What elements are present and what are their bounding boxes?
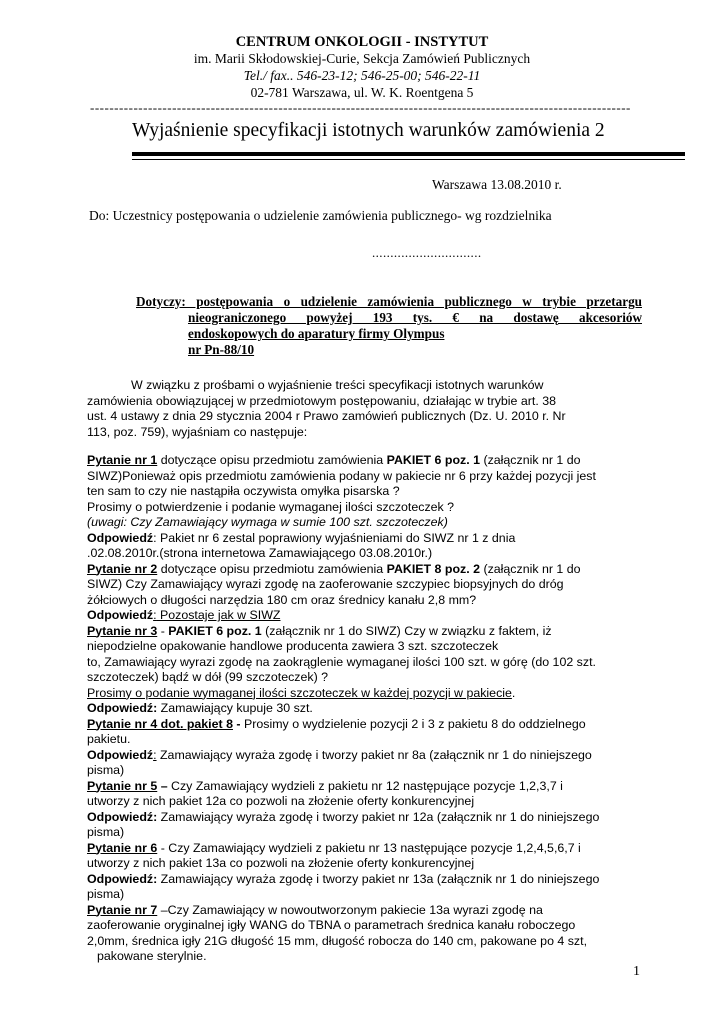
header-dashed-separator: ---------------------------------------------------------------------------------------------------------------- xyxy=(90,100,631,115)
question-2 xyxy=(87,562,643,578)
answer-2 xyxy=(87,608,643,624)
question-3-package: PAKIET 6 poz. 1 xyxy=(168,623,262,638)
intro-paragraph xyxy=(87,378,643,440)
dotted-placeholder: .............................. xyxy=(372,245,482,260)
question-2-line-2: SIWZ) Czy Zamawiający wyrazi zgodę na zaoferowanie szczypiec biopsyjnych do dróg xyxy=(87,577,564,591)
questions-answers xyxy=(87,453,643,965)
question-3-period: . xyxy=(511,685,516,700)
question-5-label: Pytanie nr 5 xyxy=(87,778,158,793)
subject-line-3: endoskopowych do aparatury firmy Olympus xyxy=(188,326,445,341)
page-number: 1 xyxy=(633,964,640,979)
organization-phone: Tel./ fax.. 546-23-12; 546-25-00; 546-22-11 xyxy=(243,68,481,83)
question-1-note: (uwagi: Czy Zamawiający wymaga w sumie 100 szt. szczoteczek) xyxy=(87,515,448,529)
question-1 xyxy=(87,453,643,469)
question-6 xyxy=(87,841,643,857)
question-3-text-c: (załącznik nr 1 do SIWZ) Czy w związku z faktem, iż xyxy=(261,623,552,638)
question-3-request: Prosimy o podanie wymaganej ilości szczoteczek w każdej pozycji w pakiecie xyxy=(87,685,512,700)
question-6-label: Pytanie nr 6 xyxy=(87,840,158,855)
question-4-dash: - xyxy=(232,716,241,731)
question-3-line-4: szczoteczek) bądź w dół (99 szczoteczek) ? xyxy=(87,670,329,684)
question-2-line-3: żółciowych o długości narzędzia 180 cm oraz średnicy kanału 2,8 mm? xyxy=(87,592,477,607)
intro-line-4: 113, poz. 759), wyjaśniam co następuje: xyxy=(87,424,308,439)
question-3 xyxy=(87,624,643,640)
question-3-line-2: niepodzielne opakowanie handlowe producenta zawiera 3 szt. szczoteczek xyxy=(87,639,499,653)
question-5-text: Czy Zamawiający wydzieli z pakietu nr 12 następujące pozycje 1,2,3,7 i xyxy=(167,778,563,793)
question-7 xyxy=(87,903,643,919)
answer-1-line-2: .02.08.2010r.(strona internetowa Zamawiającego 03.08.2010r.) xyxy=(87,546,433,560)
organization-name: CENTRUM ONKOLOGII - INSTYTUT xyxy=(235,34,489,50)
title-rule-thick xyxy=(132,152,685,156)
organization-subtitle: im. Marii Skłodowskiej-Curie, Sekcja Zamówień Publicznych xyxy=(193,51,531,66)
answer-6 xyxy=(87,872,643,888)
answer-2-label: Odpowiedź xyxy=(87,608,154,622)
question-1-line-3: ten sam to czy nie nastąpiła oczywista omyłka pisarska ? xyxy=(87,484,400,498)
question-5-dash: – xyxy=(157,778,168,793)
intro-line-3: ust. 4 ustawy z dnia 29 stycznia 2004 r Prawo zamówień publicznych (Dz. U. 2010 r. Nr xyxy=(87,409,566,423)
question-5-line-2: utworzy z nich pakiet 12a co pozwoli na złożenie oferty konkurencyjnej xyxy=(87,794,475,808)
question-1-text-a: dotyczące opisu przedmiotu zamówienia xyxy=(157,453,387,467)
intro-line-1: W związku z prośbami o wyjaśnienie treści specyfikacji istotnych warunków xyxy=(131,378,544,392)
answer-4-text: Zamawiający wyraża zgodę i tworzy pakiet nr 8a (załącznik nr 1 do niniejszego xyxy=(156,747,592,762)
question-3-dash: - xyxy=(157,623,169,638)
question-3-label: Pytanie nr 3 xyxy=(87,623,158,638)
question-1-text-c: (załącznik nr 1 do xyxy=(480,453,581,467)
question-3-line-5 xyxy=(87,686,643,702)
question-6-line-2: utworzy z nich pakiet 13a co pozwoli na złożenie oferty konkurencyjnej xyxy=(87,856,475,870)
question-7-line-3: 2,0mm, średnica igły 21G długość 15 mm, długość robocza do 140 cm, pakowane po 4 szt, xyxy=(87,933,588,948)
answer-6-text: Zamawiający wyraża zgodę i tworzy pakiet nr 13a (załącznik nr 1 do niniejszego xyxy=(157,871,600,886)
answer-3-text: Zamawiający kupuje 30 szt. xyxy=(157,701,313,715)
answer-3-label: Odpowiedź: xyxy=(87,701,158,715)
intro-line-2: zamówienia obowiązującej w przedmiotowym postępowaniu, działając w trybie art. 38 xyxy=(87,393,557,408)
document-title: Wyjaśnienie specyfikacji istotnych warunków zamówienia 2 xyxy=(132,120,605,141)
answer-5-label: Odpowiedź: xyxy=(87,809,158,824)
question-4-text: Prosimy o wydzielenie pozycji 2 i 3 z pakietu 8 do oddzielnego xyxy=(240,716,586,731)
answer-2-text: Pozostaje jak w SIWZ xyxy=(156,608,281,622)
answer-5-text: Zamawiający wyraża zgodę i tworzy pakiet nr 12a (załącznik nr 1 do niniejszego xyxy=(157,809,600,824)
answer-5-line-2: pisma) xyxy=(87,825,125,839)
answer-3 xyxy=(87,701,643,717)
answer-1-text: : Pakiet nr 6 zestal poprawiony wyjaśnieniami do SIWZ nr 1 z dnia xyxy=(153,530,516,545)
answer-4-label: Odpowiedź xyxy=(87,747,154,762)
question-4-line-2: pakietu. xyxy=(87,732,131,746)
answer-4 xyxy=(87,748,643,764)
answer-5 xyxy=(87,810,643,826)
question-7-text: –Czy Zamawiający w nowoutworzonym pakiecie 13a wyrazi zgodę na xyxy=(157,902,543,917)
date-line: Warszawa 13.08.2010 r. xyxy=(432,177,562,192)
question-7-line-2: zaoferowanie oryginalnej igły WANG do TBNA o parametrach średnica kanału roboczego xyxy=(87,918,576,932)
subject-line-2: nieograniczonego powyżej 193 tys. € na dostawę akcesoriów xyxy=(188,310,642,325)
recipients-line: Do: Uczestnicy postępowania o udzielenie zamówienia publicznego- wg rozdzielnika xyxy=(89,208,552,223)
subject-block xyxy=(136,294,642,358)
question-6-text: - Czy Zamawiający wydzieli z pakietu nr 13 następujące pozycje 1,2,4,5,6,7 i xyxy=(157,840,581,855)
question-2-text-c: (załącznik nr 1 do xyxy=(480,561,581,576)
answer-6-line-2: pisma) xyxy=(87,887,125,901)
question-4-label: Pytanie nr 4 dot. pakiet 8 xyxy=(87,716,233,731)
answer-4-line-2: pisma) xyxy=(87,763,125,777)
question-7-line-4: pakowane sterylnie. xyxy=(97,949,207,963)
answer-6-label: Odpowiedź: xyxy=(87,871,158,886)
answer-1 xyxy=(87,531,643,547)
question-1-label: Pytanie nr 1 xyxy=(87,453,158,467)
subject-line-4: nr Pn-88/10 xyxy=(188,342,255,357)
question-4 xyxy=(87,717,643,733)
answer-4-colon: : xyxy=(153,747,157,762)
title-rule-thin xyxy=(132,159,685,160)
question-2-text-a: dotyczące opisu przedmiotu zamówienia xyxy=(157,561,387,576)
organization-address: 02-781 Warszawa, ul. W. K. Roentgena 5 xyxy=(250,85,474,100)
question-1-package: PAKIET 6 poz. 1 xyxy=(386,453,480,467)
answer-2-colon: : xyxy=(153,608,157,622)
answer-1-label: Odpowiedź xyxy=(87,530,154,545)
subject-line-1: Dotyczy: postępowania o udzielenie zamówienia publicznego w trybie przetargu xyxy=(136,294,642,309)
question-1-line-2: SIWZ)Ponieważ opis przedmiotu zamówienia podany w pakiecie nr 6 przy każdej pozycji jest xyxy=(87,468,596,483)
question-2-label: Pytanie nr 2 xyxy=(87,561,158,576)
question-2-package: PAKIET 8 poz. 2 xyxy=(386,561,480,576)
question-3-line-3: to, Zamawiający wyrazi zgodę na zaokrąglenie wymaganej ilości 100 szt. w górę (do 102 szt. xyxy=(87,654,596,669)
question-5 xyxy=(87,779,643,795)
question-1-line-4: Prosimy o potwierdzenie i podanie wymaganej ilości szczoteczek ? xyxy=(87,499,455,514)
question-7-label: Pytanie nr 7 xyxy=(87,902,158,917)
